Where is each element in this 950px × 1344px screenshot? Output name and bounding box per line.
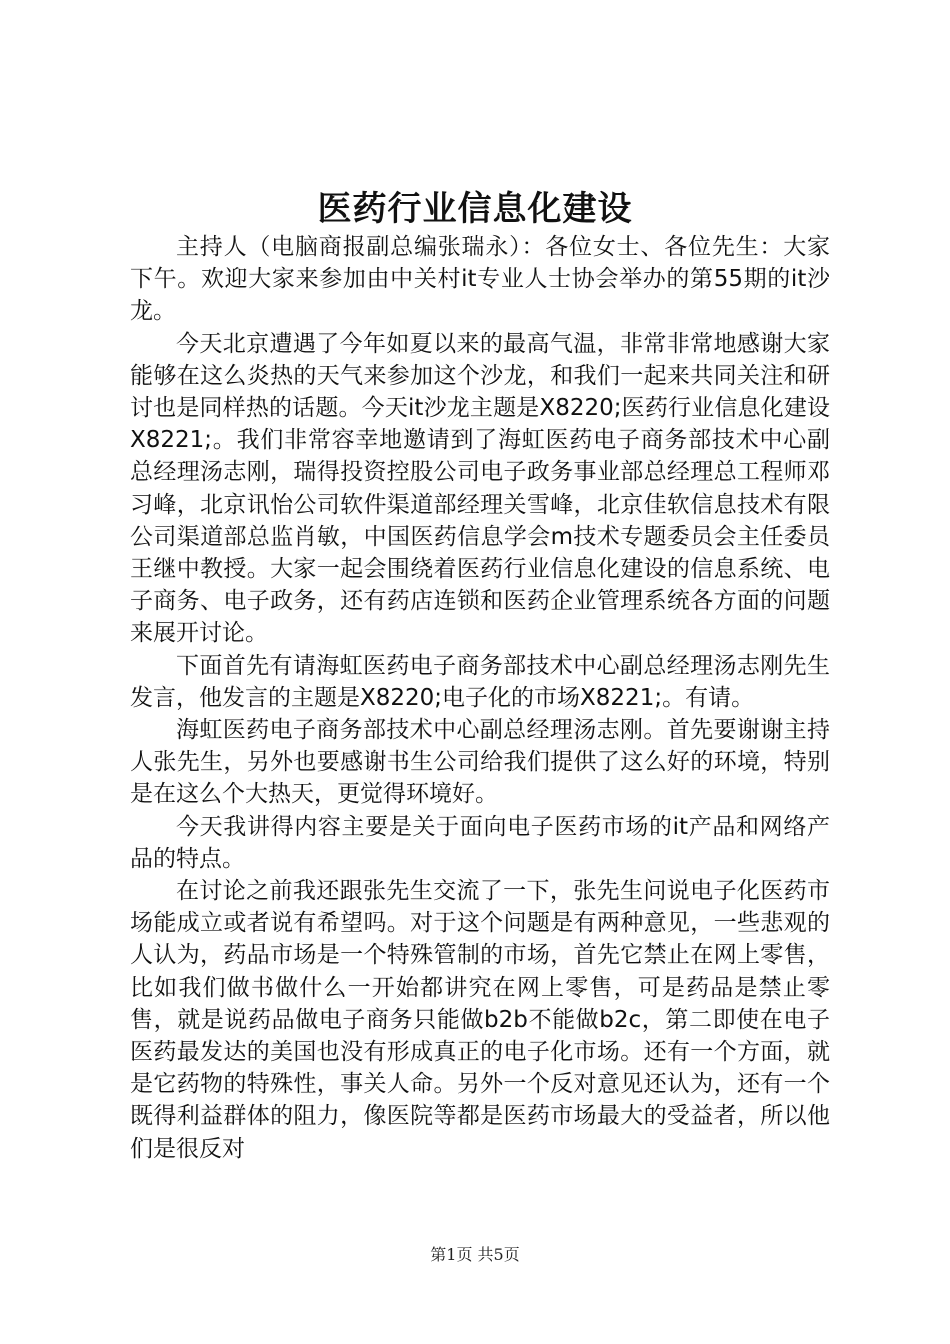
paragraph: 在讨论之前我还跟张先生交流了一下，张先生问说电子化医药市场能成立或者说有希望吗。对于这个问题是有两种意见，一些悲观的人认为，药品市场是一个特殊管制的市场，首先它禁止在网上零售，比如我们做书做什么一开始都讲究在网上零售，可是药品是禁止零售，就是说药品做电子商务只能做b2b不能做b2c，第二即使在电子医药最发达的美国也没有形成真正的电子化市场。还有一个方面，就是它药物的特殊性，事关人命。另外一个反对意见还认为，还有一个既得利益群体的阻力，像医院等都是医药市场最大的受益者，所以他们是很反对 bbox=[130, 878, 830, 1162]
document-body bbox=[130, 231, 830, 1165]
page-number-footer: 第1页 共5页 bbox=[430, 1245, 520, 1264]
paragraph: 今天我讲得内容主要是关于面向电子医药市场的it产品和网络产品的特点。 bbox=[130, 813, 830, 872]
paragraph: 海虹医药电子商务部技术中心副总经理汤志刚。首先要谢谢主持人张先生，另外也要感谢书生公司给我们提供了这么好的环境，特别是在这么个大热天，更觉得环境好。 bbox=[130, 717, 830, 808]
paragraph: 今天北京遭遇了今年如夏以来的最高气温，非常非常地感谢大家能够在这么炎热的天气来参加这个沙龙，和我们一起来共同关注和研讨也是同样热的话题。今天it沙龙主题是X8220;医药行业信息化建设X8221;。我们非常容幸地邀请到了海虹医药电子商务部技术中心副总经理汤志刚，瑞得投资控股公司电子政务事业部总经理总工程师邓习峰，北京讯怡公司软件渠道部经理关雪峰，北京佳软信息技术有限公司渠道部总监肖敏，中国医药信息学会m技术专题委员会主任委员王继中教授。大家一起会围绕着医药行业信息化建设的信息系统、电子商务、电子政务，还有药店连锁和医药企业管理系统各方面的问题来展开讨论。 bbox=[130, 330, 830, 647]
document-title: 医药行业信息化建设 bbox=[317, 189, 633, 229]
paragraph: 下面首先有请海虹医药电子商务部技术中心副总经理汤志刚先生发言，他发言的主题是X8220;电子化的市场X8221;。有请。 bbox=[130, 652, 830, 711]
paragraph: 主持人（电脑商报副总编张瑞永）：各位女士、各位先生：大家下午。欢迎大家来参加由中关村it专业人士协会举办的第55期的it沙龙。 bbox=[130, 234, 830, 325]
